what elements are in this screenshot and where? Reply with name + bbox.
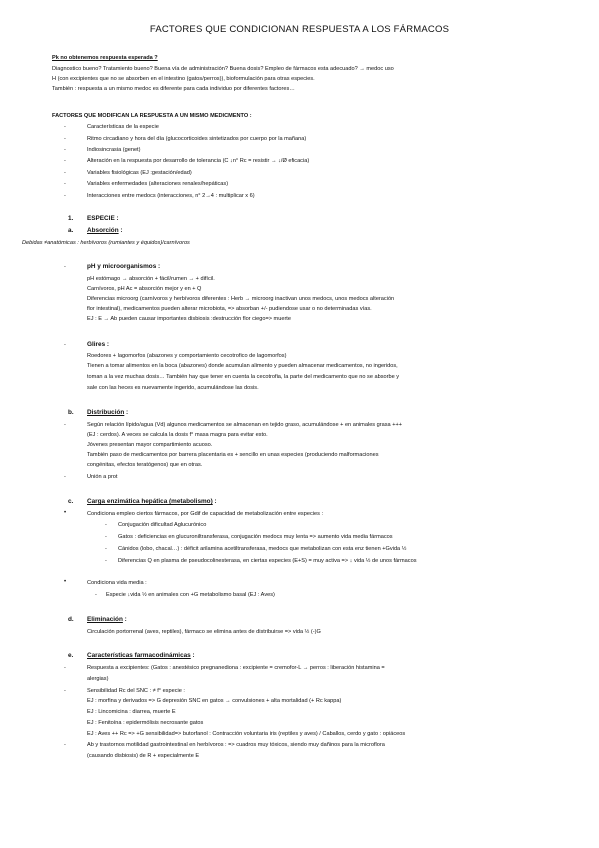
carga-sub: Conjugación dificultad Aglucurónico <box>118 522 207 528</box>
intro-line: Diagnostico bueno? Tratamiento bueno? Buena vía de administración? Buena dosis? Empleo de fármacos esta adecuado? → medoc uso <box>52 66 394 72</box>
subsection-heading <box>87 410 128 417</box>
subsection-label: a. <box>68 227 74 234</box>
factor-item: Alteración en la respuesta por desarrollo de tolerancia (C ↓n° Rc = resistir → ↓/Ø eficacia) <box>87 158 310 164</box>
farmacodinamica-line: EJ : Fenitoína : epidermólisis necrosante gatos <box>87 720 204 726</box>
section-heading: ESPECIE : <box>87 215 119 222</box>
farmacodinamica-line: Sensibilidad Rc del SNC : ≠ f° especie : <box>87 688 185 694</box>
factor-item: Ritmo circadiano y hora del día (glucocorticoides sintetizados por cuerpo por la mañana) <box>87 136 307 142</box>
factor-item: Interacciones entre medocs (interacciones, n° 2→4 : multiplicar x 6) <box>87 193 255 199</box>
heading-colon: : <box>124 409 129 416</box>
distribucion-line: También paso de medicamentos por barrera placentaria es + sencillo en unas especies (produciendo malformaciones <box>87 452 379 458</box>
bullet-dash: - <box>105 546 107 552</box>
bullet-dash: - <box>64 170 66 176</box>
bullet-dash: - <box>64 422 66 428</box>
distribucion-line: Unión a prot <box>87 474 118 480</box>
bullet-dash: - <box>105 534 107 540</box>
subsection-title: Características farmacodinámicas <box>87 652 191 659</box>
intro-line: También : respuesta a un mismo medoc es diferente para cada individuo por diferentes factores… <box>52 86 295 92</box>
subsection-title: Eliminación <box>87 616 123 623</box>
distribucion-line: Según relación lípido/agua (Vd) algunos medicamentos se almacenan en tejido graso, acumulándose + en animales grasa +++ <box>87 422 403 428</box>
glires-heading: Glires : <box>87 341 110 348</box>
farmacodinamica-line: EJ : Lincomicina : diarrea, muerte E <box>87 709 176 715</box>
subsection-heading <box>87 653 195 660</box>
distribucion-line: congénitas, efectos teratógenos) que en otras. <box>87 462 203 468</box>
eliminacion-line: Circulación portorrenal (aves, reptiles), fármaco se elimina antes de distribuirse => vida ½ (-)G <box>87 629 321 635</box>
heading-colon: : <box>190 652 195 659</box>
bullet-dash: - <box>64 193 66 199</box>
bullet-dash: - <box>64 665 66 671</box>
carga-sub: Diferencias Q en plasma de pseudocolinesterasa, en ciertas especies (E+S) = muy activa => ↓ vida ½ de unos fármacos <box>118 558 417 564</box>
farmacodinamica-line: Ab y trastornos motilidad gastrointestinal en herbívoros : => cuadros muy tóxicos, siendo muy dañinos para la microflora <box>87 742 385 748</box>
farmacodinamica-line: (causando disbiosis) de R + especialmente E <box>87 753 200 759</box>
factor-item: Variables enfermedades (alteraciones renales/hepáticas) <box>87 181 229 187</box>
bullet-dash: - <box>105 558 107 564</box>
glires-line: toman a la vez muchas dosis… También hay que tener en cuenta la cecotrofia, la parte del medicamento que no se absorbe y <box>87 374 400 380</box>
intro-heading: Pk no obtenemos respuesta esperada ? <box>52 55 158 61</box>
heading-colon: : <box>118 227 123 234</box>
subsection-heading <box>87 499 217 506</box>
factor-item: Indiosincrasia (genet) <box>87 147 141 153</box>
heading-colon: : <box>212 498 217 505</box>
farmacodinamica-line: EJ : Aves ++ Rc => +G sensibilidad=> butorfanol : Contracción voluntaria iris (reptiles y aves) / Caballos, cerdo y gato : opiáceos <box>87 731 406 737</box>
subsection-title: Absorción <box>87 227 119 234</box>
bullet-dash: - <box>64 264 66 270</box>
carga-sub: Gatos : deficiencias en glucuroniltransferasa, conjugación medocs muy lenta => aumento vida media fármacos <box>118 534 393 540</box>
bullet-dash: - <box>105 522 107 528</box>
carga-line: Condiciona empleo ciertos fármacos, por Gdif de capacidad de metabolización entre especies : <box>87 511 323 517</box>
subsection-title: Distribución <box>87 409 125 416</box>
bullet-dash: - <box>64 124 66 130</box>
ph-line: Carnívoros, pH Ac = absorción mejor y en + Q <box>87 286 202 292</box>
bullet-dash: - <box>64 688 66 694</box>
subsection-label: c. <box>68 498 74 505</box>
bullet-dash: - <box>64 147 66 153</box>
ph-line: flor intestinal), medicamentos pueden alterar microbiota, => absorban +/- pudiendose usar o no determinadas vías. <box>87 306 372 312</box>
section-number: 1. <box>68 215 74 222</box>
subsection-label: d. <box>68 616 74 623</box>
intro-line: H (con excipientes que no se absorben en el intestino (gatos/perros)), bioformulación para otras especies. <box>52 76 315 82</box>
carga-sub: Especie ↓vida ½ en animales con +G metabolismo basal (EJ : Aves) <box>106 592 275 598</box>
bullet-dash: - <box>64 342 66 348</box>
bullet-dash: - <box>64 474 66 480</box>
bullet-dash: - <box>64 136 66 142</box>
ph-line: Diferencias microorg (carnívoros y herbívoros diferentes : Herb → microorg inactivan unos medocs, unos medocs alteración <box>87 296 395 302</box>
heading-colon: : <box>122 616 127 623</box>
farmacodinamica-line: EJ : morfina y derivados => G depresión SNC en gatos → convulsiones + alta mortalidad (+ Rc kappa) <box>87 698 342 704</box>
ph-line: EJ : E → Ab pueden causar importantes disbiosis :destrucción flor ciego=> muerte <box>87 316 291 322</box>
glires-line: Roedores + lagomorfos (abazones y comportamiento cecotrofico de lagomorfos) <box>87 353 287 359</box>
subsection-label: b. <box>68 409 74 416</box>
factor-item: Variables fisiológicas (EJ :gestación/edad) <box>87 170 192 176</box>
page-title: FACTORES QUE CONDICIONAN RESPUESTA A LOS FÁRMACOS <box>149 24 450 35</box>
carga-sub: Cánidos (lobo, chacal…) : déficit arilamina acetiltransferasa, medocs que metabolizan con esta enz tienen +Gvida ½ <box>118 546 407 552</box>
bullet-dash: - <box>64 158 66 164</box>
farmacodinamica-line: Respuesta a excipientes: (Gatos : anestésico pregnanediona : excipiente = cremofor-L → perros : liberación histamina = <box>87 665 385 671</box>
glires-line: sale con las heces es nuevamente ingerido, acumulándose las dosis. <box>87 385 259 391</box>
bullet-dash: - <box>95 592 97 598</box>
bullet-dash: - <box>64 181 66 187</box>
ph-line: pH estómago → absorción + fácil/rumen → + difícil. <box>87 276 215 282</box>
subsection-heading <box>87 228 123 235</box>
farmacodinamica-line: alergias) <box>87 676 109 682</box>
factores-heading: FACTORES QUE MODIFICAN LA RESPUESTA A UN MISMO MEDICMENTO : <box>52 113 252 119</box>
distribucion-line: (EJ : cerdos). A veces se calcula la dosis f° masa magra para evitar esto. <box>87 432 268 438</box>
carga-line: Condiciona vida media : <box>87 580 147 586</box>
subsection-label: e. <box>68 652 74 659</box>
glires-line: Tienen a tomar alimentos en la boca (abazones) donde acumulan alimento y pueden almacenar medicamentos, no ingeridos, <box>87 363 398 369</box>
subsection-title: Carga enzimática hepática (metabolismo) <box>87 498 213 505</box>
bullet-dot: • <box>64 579 67 585</box>
debidas-line: Debidas ≠anatómicas : herbívoros (rumiantes y équidos)/carnívoros <box>22 240 190 246</box>
factor-item: Características de la especie <box>87 124 159 130</box>
distribucion-line: Jóvenes presentan mayor compartimiento acuoso. <box>87 442 213 448</box>
subsection-heading <box>87 617 127 624</box>
bullet-dash: - <box>64 742 66 748</box>
bullet-dot: • <box>64 510 67 516</box>
ph-heading: pH y microorganismos : <box>87 263 161 270</box>
